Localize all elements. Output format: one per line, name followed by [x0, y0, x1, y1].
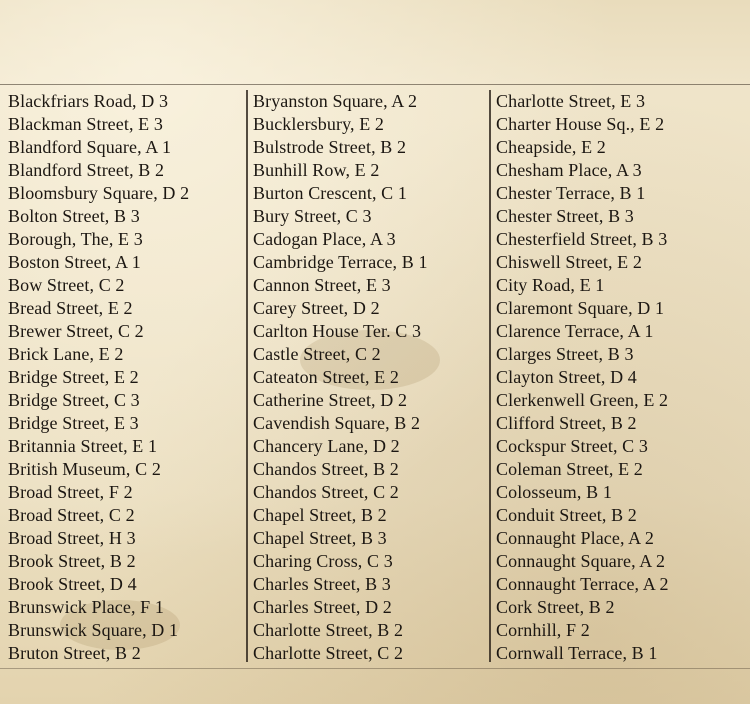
- street-entry: Bruton Street, B 2: [8, 643, 141, 663]
- street-entry: Clarence Terrace, A 1: [496, 321, 654, 341]
- street-entry: Cork Street, B 2: [496, 597, 615, 617]
- street-entry: Charter House Sq., E 2: [496, 114, 665, 134]
- street-entry: City Road, E 1: [496, 275, 605, 295]
- street-entry: Brunswick Place, F 1: [8, 597, 164, 617]
- street-entry: Cornwall Terrace, B 1: [496, 643, 658, 663]
- street-entry: Charles Street, D 2: [253, 597, 392, 617]
- street-entry: Charlotte Street, B 2: [253, 620, 404, 640]
- street-entry: Cockspur Street, C 3: [496, 436, 648, 456]
- street-entry: Bridge Street, E 2: [8, 367, 139, 387]
- street-entry: Clarges Street, B 3: [496, 344, 634, 364]
- street-entry: Catherine Street, D 2: [253, 390, 408, 410]
- street-entry: Carey Street, D 2: [253, 298, 380, 318]
- street-entry: Chesham Place, A 3: [496, 160, 642, 180]
- street-entry: Brook Street, B 2: [8, 551, 136, 571]
- street-entry: Bucklersbury, E 2: [253, 114, 385, 134]
- street-entry: Bolton Street, B 3: [8, 206, 140, 226]
- bottom-rule: [0, 668, 750, 669]
- street-entry: Castle Street, C 2: [253, 344, 381, 364]
- street-entry: Blandford Square, A 1: [8, 137, 172, 157]
- street-entry: Chiswell Street, E 2: [496, 252, 642, 272]
- street-entry: Coleman Street, E 2: [496, 459, 643, 479]
- street-entry: Connaught Terrace, A 2: [496, 574, 669, 594]
- street-entry: Bulstrode Street, B 2: [253, 137, 407, 157]
- top-rule: [0, 84, 750, 85]
- street-entry: Bury Street, C 3: [253, 206, 372, 226]
- street-entry: Cannon Street, E 3: [253, 275, 391, 295]
- street-entry: Burton Crescent, C 1: [253, 183, 407, 203]
- street-entry: Conduit Street, B 2: [496, 505, 637, 525]
- street-entry: Broad Street, F 2: [8, 482, 133, 502]
- index-column-3: [496, 90, 748, 665]
- street-entry: Bridge Street, C 3: [8, 390, 140, 410]
- street-entry: Colosseum, B 1: [496, 482, 612, 502]
- street-entry: Britannia Street, E 1: [8, 436, 158, 456]
- street-entry: Chester Street, B 3: [496, 206, 634, 226]
- street-entry: Bridge Street, E 3: [8, 413, 139, 433]
- street-entry: Blackfriars Road, D 3: [8, 91, 169, 111]
- street-entry: Borough, The, E 3: [8, 229, 143, 249]
- street-entry: Bow Street, C 2: [8, 275, 125, 295]
- column-divider: [246, 90, 248, 662]
- street-entry: Cheapside, E 2: [496, 137, 606, 157]
- street-entry: Brunswick Square, D 1: [8, 620, 179, 640]
- street-entry: Bunhill Row, E 2: [253, 160, 380, 180]
- street-entry: Connaught Place, A 2: [496, 528, 654, 548]
- street-entry: Charlotte Street, E 3: [496, 91, 646, 111]
- street-entry: Clerkenwell Green, E 2: [496, 390, 669, 410]
- street-entry: Brewer Street, C 2: [8, 321, 144, 341]
- street-entry: Chandos Street, B 2: [253, 459, 399, 479]
- street-entry: Blackman Street, E 3: [8, 114, 163, 134]
- street-entry: Carlton House Ter. C 3: [253, 321, 422, 341]
- street-entry: Cavendish Square, B 2: [253, 413, 421, 433]
- street-entry: Clayton Street, D 4: [496, 367, 637, 387]
- street-entry: Blandford Street, B 2: [8, 160, 165, 180]
- street-entry: Chesterfield Street, B 3: [496, 229, 668, 249]
- street-entry: Chapel Street, B 2: [253, 505, 387, 525]
- street-entry: Connaught Square, A 2: [496, 551, 666, 571]
- street-entry: Chancery Lane, D 2: [253, 436, 400, 456]
- street-entry: Bread Street, E 2: [8, 298, 133, 318]
- column-divider: [489, 90, 491, 662]
- street-entry: Brook Street, D 4: [8, 574, 137, 594]
- street-entry: Bryanston Square, A 2: [253, 91, 418, 111]
- street-entry: Charing Cross, C 3: [253, 551, 393, 571]
- index-column-1: [8, 90, 242, 665]
- street-entry: Chandos Street, C 2: [253, 482, 399, 502]
- street-entry: Bloomsbury Square, D 2: [8, 183, 190, 203]
- street-entry: Chapel Street, B 3: [253, 528, 387, 548]
- street-entry: British Museum, C 2: [8, 459, 161, 479]
- index-column-2: [253, 90, 485, 665]
- street-entry: Cateaton Street, E 2: [253, 367, 399, 387]
- street-entry: Charles Street, B 3: [253, 574, 391, 594]
- street-entry: Cadogan Place, A 3: [253, 229, 396, 249]
- street-entry: Brick Lane, E 2: [8, 344, 124, 364]
- street-entry: Cambridge Terrace, B 1: [253, 252, 428, 272]
- street-entry: Charlotte Street, C 2: [253, 643, 404, 663]
- street-entry: Clifford Street, B 2: [496, 413, 637, 433]
- street-entry: Broad Street, H 3: [8, 528, 136, 548]
- street-entry: Claremont Square, D 1: [496, 298, 665, 318]
- street-entry: Chester Terrace, B 1: [496, 183, 646, 203]
- street-entry: Cornhill, F 2: [496, 620, 590, 640]
- street-entry: Broad Street, C 2: [8, 505, 135, 525]
- street-entry: Boston Street, A 1: [8, 252, 141, 272]
